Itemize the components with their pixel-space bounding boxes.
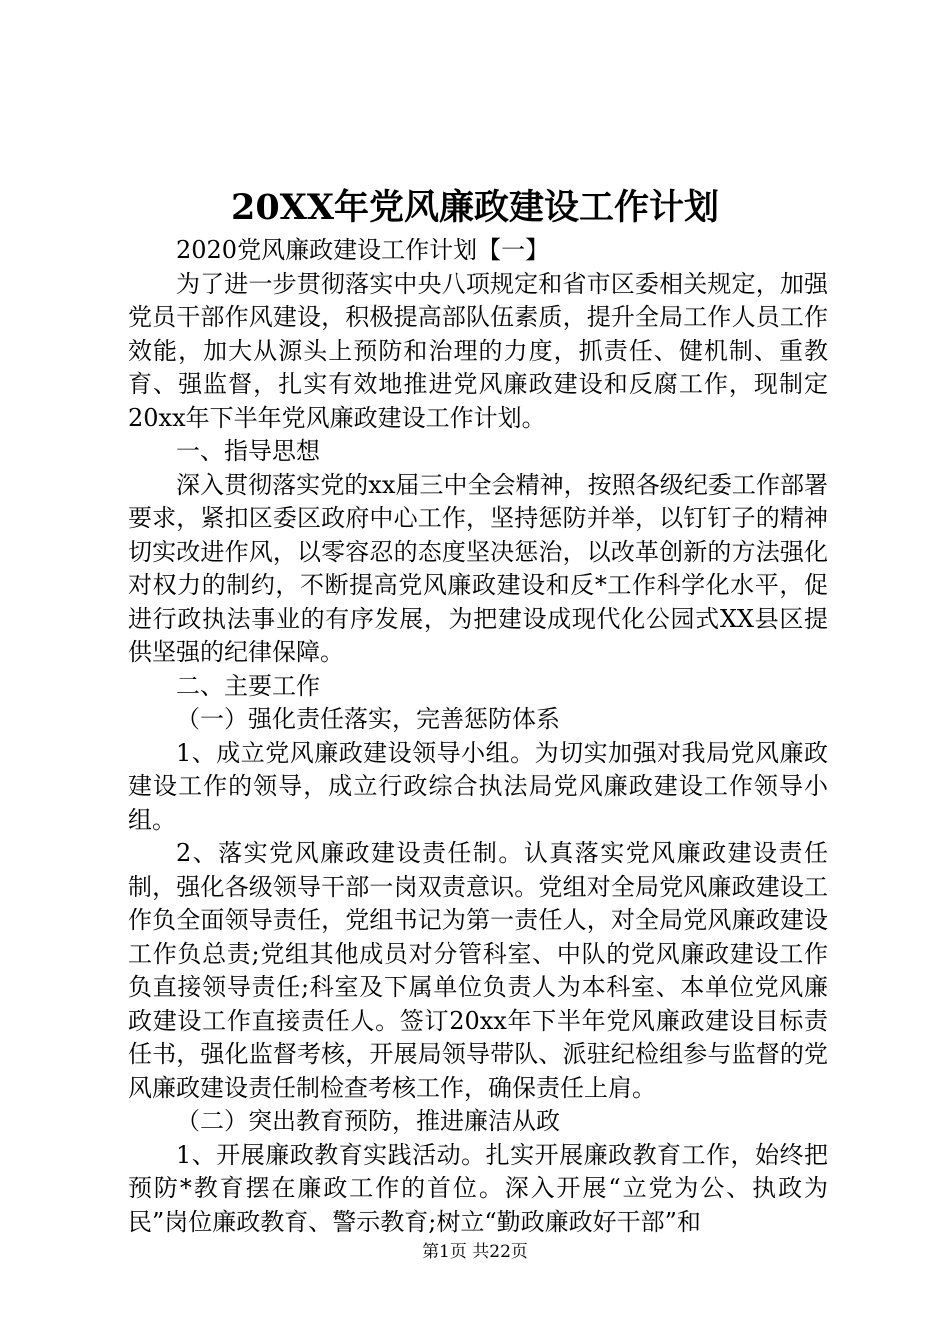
subsection-heading: （二）突出教育预防，推进廉洁从政 [176,1107,560,1135]
section-heading: 二、主要工作 [176,671,320,700]
section-heading: 2020党风廉政建设工作计划【一】 [176,236,550,264]
document-body [128,234,828,1239]
paragraph: 1、成立党风廉政建设领导小组。为切实加强对我局党风廉政建设工作的领导，成立行政综合执法局党风廉政建设工作领导小组。 [128,738,828,834]
paragraph: 2、落实党风廉政建设责任制。认真落实党风廉政建设责任制，强化各级领导干部一岗双责意识。党组对全局党风廉政建设工作负全面领导责任，党组书记为第一责任人，对全局党风廉政建设工作负总责;党组其他成员对分管科室、中队的党风廉政建设工作负直接领导责任;科室及下属单位负责人为本科室、本单位党风廉政建设工作直接责任人。签订20xx年下半年党风廉政建设目标责任书，强化监督考核，开展局领导带队、派驻纪检组参与监督的党风廉政建设责任制检查考核工作，确保责任上肩。 [128,839,828,1102]
paragraph: 1、开展廉政教育实践活动。扎实开展廉政教育工作，始终把预防*教育摆在廉政工作的首位。深入开展“立党为公、执政为民”岗位廉政教育、警示教育;树立“勤政廉政好干部”和 [128,1140,828,1236]
paragraph: 深入贯彻落实党的xx届三中全会精神，按照各级纪委工作部署要求，紧扣区委区政府中心工作，坚持惩防并举，以钉钉子的精神切实改进作风，以零容忍的态度坚决惩治，以改革创新的方法强化对权力的制约，不断提高党风廉政建设和反*工作科学化水平，促进行政执法事业的有序发展，为把建设成现代化公园式XX县区提供坚强的纪律保障。 [128,470,828,666]
section-heading: 一、指导思想 [176,437,320,465]
subsection-heading: （一）强化责任落实，完善惩防体系 [176,705,560,733]
page-number-footer: 第1页 共22页 [422,1242,528,1262]
paragraph: 为了进一步贯彻落实中央八项规定和省市区委相关规定，加强党员干部作风建设，积极提高部队伍素质，提升全局工作人员工作效能，加大从源头上预防和治理的力度，抓责任、健机制、重教育、强监督，扎实有效地推进党风廉政建设和反腐工作，现制定20xx年下半年党风廉政建设工作计划。 [128,269,828,432]
document-title: 20XX年党风廉政建设工作计划 [230,187,720,228]
